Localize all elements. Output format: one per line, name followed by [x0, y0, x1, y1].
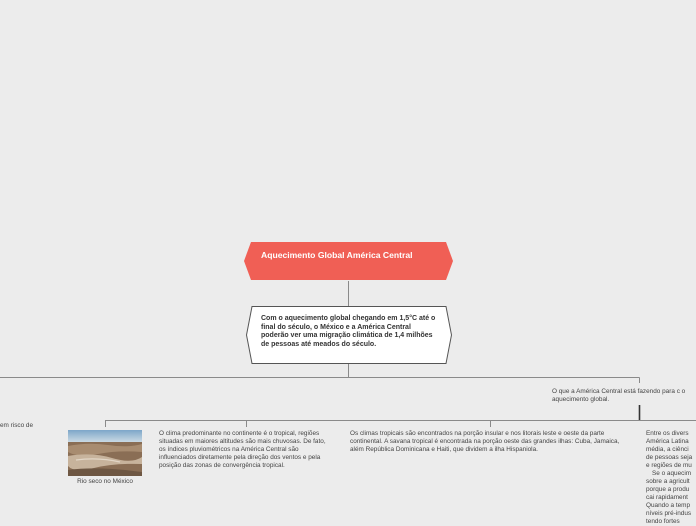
right-text-line: de pessoas seja — [646, 454, 693, 461]
right-text-block[interactable] — [646, 430, 696, 526]
right-text-line: níveis pré-indus — [646, 510, 692, 517]
right-branch-topic[interactable]: O que a América Central está fazendo para c o aquecimento global. — [552, 388, 686, 403]
right-text-line: Quando a temp — [646, 502, 691, 509]
right-text-line: e regiões de mu — [646, 462, 692, 469]
tropical-climate-text[interactable]: Os climas tropicais são encontrados na porção insular e nos litorais leste e oeste da parte continental. A savana tropical é encontrada na porção oeste das grandes ilhas: Cuba, Jamaica, além República Dominicana e Haiti, que dividem a ilha Hispaniola. — [350, 430, 620, 453]
right-text-line: cai rapidament — [646, 494, 688, 501]
central-topic-shape — [244, 242, 453, 280]
right-text-line: sobre a agricult — [646, 478, 690, 485]
right-text-line: tendo fortes — [646, 518, 680, 525]
right-text-line: Entre os divers — [646, 430, 689, 437]
main-statement-node[interactable] — [246, 306, 452, 364]
dry-river-image — [68, 430, 142, 476]
right-text-line: porque a produ — [646, 486, 690, 493]
left-branch-text[interactable]: em risco de — [0, 422, 34, 429]
central-topic-node[interactable] — [244, 242, 453, 280]
right-text-line: América Latina — [646, 438, 689, 445]
climate-text[interactable]: O clima predominante no continente é o tropical, regiões situadas em maiores altitudes são mais chuvosas. De fato, os índices pluviométricos na América Central são influenciados diretamente pela direção dos ventos e pela posição das zonas de convergência tropical. — [159, 430, 326, 469]
central-topic-label: Aquecimento Global América Central — [261, 250, 413, 260]
dry-river-photo — [68, 430, 142, 476]
image-caption: Rio seco no México — [77, 478, 133, 485]
right-text-line: média, a ciênci — [646, 446, 689, 453]
main-statement-text: Com o aquecimento global chegando em 1,5°C até o final do século, o México e a América Central poderão ver uma migração climática de 1,4 milhões de pessoas até meados do século. — [261, 315, 436, 348]
right-text-line: Se o aquecim — [652, 470, 692, 477]
